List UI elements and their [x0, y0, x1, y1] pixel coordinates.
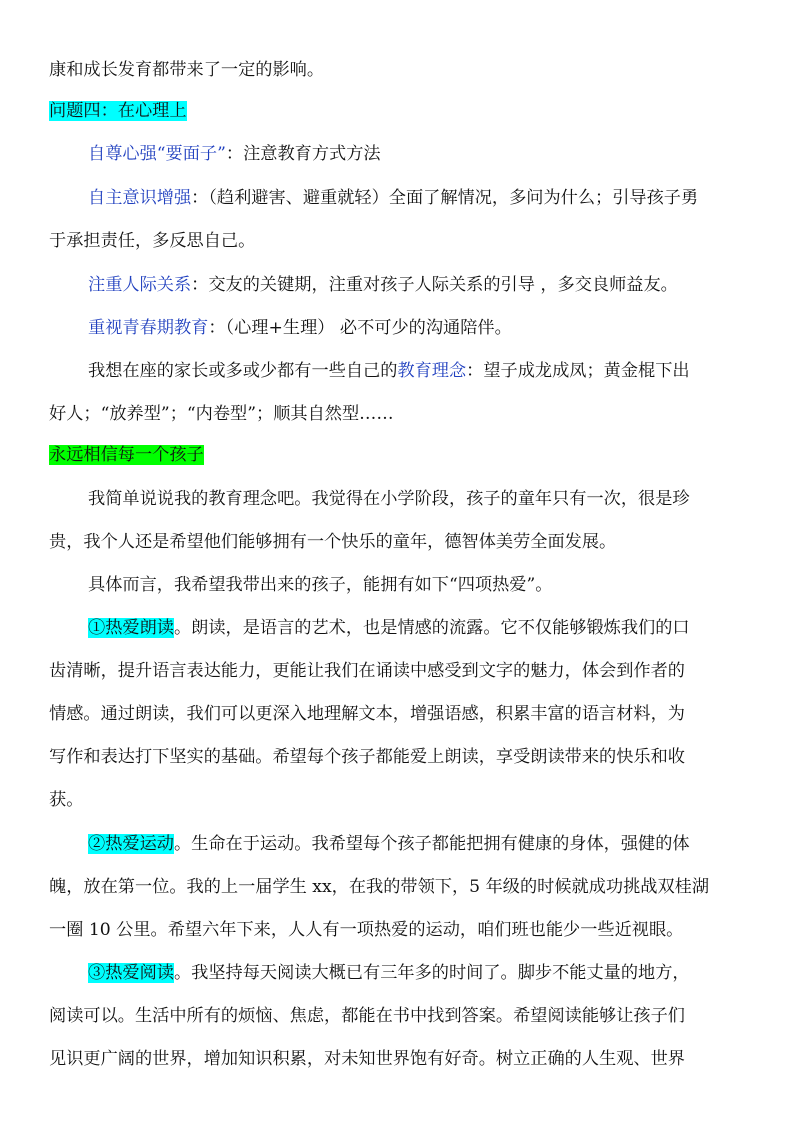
- text-line: [49, 527, 793, 557]
- text-segment: ：注意教育方式方法: [225, 144, 381, 164]
- text-segment: 情感。通过朗读，我们可以更深入地理解文本，增强语感，积累丰富的语言材料，为: [49, 704, 685, 724]
- text-segment: ：（趋利避害、避重就轻）全面了解情况，多问为什么；引导孩子勇: [191, 188, 699, 208]
- text-segment: 。我坚持每天阅读大概已有三年多的时间了。脚步不能丈量的地方，: [173, 963, 690, 983]
- text-segment: 具体而言，我希望我带出来的孩子，能拥有如下“四项热爱”。: [88, 575, 553, 595]
- text-line: [49, 399, 793, 429]
- text-segment: ：（心理+生理） 必不可少的沟通陪伴。: [208, 318, 512, 338]
- text-line: [88, 139, 793, 169]
- text-segment: 。生命在于运动。我希望每个孩子都能把拥有健康的身体，强健的体: [173, 834, 690, 854]
- text-line: [88, 958, 793, 988]
- text-segment: 我想在座的家长或多或少都有一些自己的: [88, 361, 398, 381]
- text-line: [88, 313, 793, 343]
- text-line: [49, 440, 793, 470]
- text-line: [49, 1001, 793, 1031]
- text-line: [49, 742, 793, 772]
- text-line: [88, 613, 793, 643]
- text-segment: 获。: [49, 790, 84, 810]
- highlighted-heading: 永远相信每一个孩子: [49, 445, 204, 465]
- text-line: [49, 699, 793, 729]
- highlighted-heading: 问题四：在心理上: [49, 101, 187, 121]
- text-segment: 我简单说说我的教育理念吧。我觉得在小学阶段，孩子的童年只有一次，很是珍: [88, 489, 690, 509]
- text-segment: 见识更广阔的世界，增加知识积累，对未知世界饱有好奇。树立正确的人生观、世界: [49, 1049, 685, 1069]
- text-segment: 一圈 10 公里。希望六年下来，人人有一项热爱的运动，咱们班也能少一些近视眼。: [49, 920, 684, 940]
- text-line: [88, 570, 793, 600]
- text-segment: 康和成长发育都带来了一定的影响。: [49, 60, 325, 80]
- text-segment: 魄，放在第一位。我的上一届学生 xx，在我的带领下，5 年级的时候就成功挑战双桂湖: [49, 877, 710, 897]
- text-line: [88, 829, 793, 859]
- text-segment: 阅读可以。生活中所有的烦恼、焦虑，都能在书中找到答案。希望阅读能够让孩子们: [49, 1006, 685, 1026]
- text-segment: 好人；“放养型”；“内卷型”；顺其自然型……: [49, 404, 394, 424]
- text-line: [49, 872, 793, 902]
- key-term: 注重人际关系: [88, 275, 192, 295]
- highlighted-heading: ②热爱运动: [88, 834, 174, 854]
- highlighted-heading: ①热爱朗读: [88, 618, 174, 638]
- text-segment: 。朗读，是语言的艺术，也是情感的流露。它不仅能够锻炼我们的口: [173, 618, 690, 638]
- text-segment: 齿清晰，提升语言表达能力，更能让我们在诵读中感受到文字的魅力，体会到作者的: [49, 661, 685, 681]
- text-line: [88, 484, 793, 514]
- text-segment: 写作和表达打下坚实的基础。希望每个孩子都能爱上朗读，享受朗读带来的快乐和收: [49, 747, 685, 767]
- text-line: [49, 226, 793, 256]
- key-term: 教育理念: [397, 361, 467, 381]
- key-term: 重视青春期教育: [88, 318, 209, 338]
- text-line: [49, 1044, 793, 1074]
- text-line: [88, 356, 793, 386]
- text-segment: 于承担责任，多反思自己。: [49, 231, 256, 251]
- key-term: 自主意识增强: [88, 188, 192, 208]
- text-line: [88, 183, 793, 213]
- key-term: 自尊心强“要面子”: [88, 144, 226, 164]
- text-line: [88, 270, 793, 300]
- text-line: [49, 55, 793, 85]
- text-line: [49, 915, 793, 945]
- text-line: [49, 785, 793, 815]
- highlighted-heading: ③热爱阅读: [88, 963, 174, 983]
- text-segment: ：望子成龙成凤；黄金棍下出: [466, 361, 690, 381]
- text-segment: ：交友的关键期，注重对孩子人际关系的引导 ，多交良师益友。: [191, 275, 678, 295]
- text-line: [49, 656, 793, 686]
- text-line: [49, 96, 793, 126]
- text-segment: 贵，我个人还是希望他们能够拥有一个快乐的童年，德智体美劳全面发展。: [49, 532, 617, 552]
